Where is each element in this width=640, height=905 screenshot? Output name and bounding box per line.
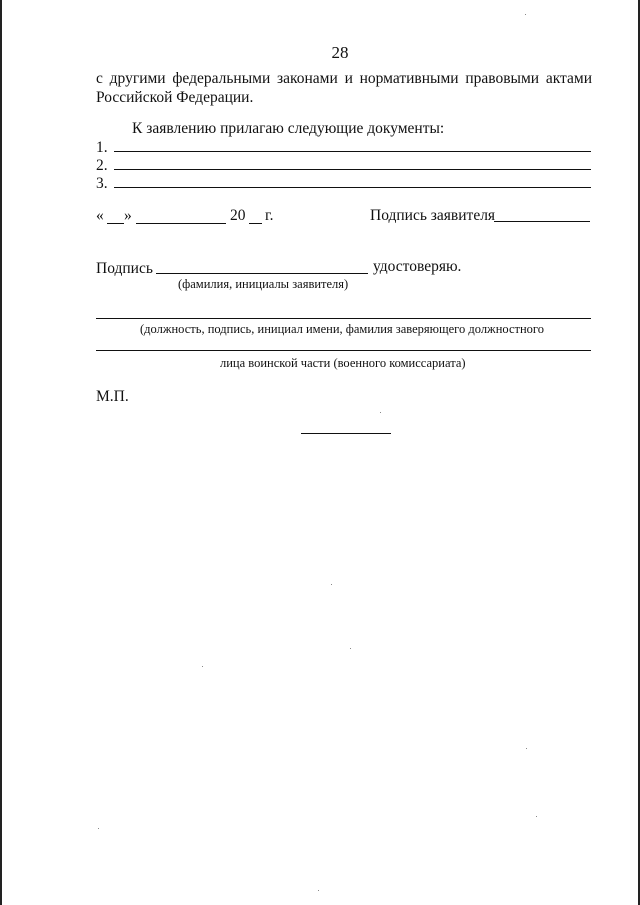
- scan-speck: [98, 828, 99, 829]
- certification-signature-word: Подпись: [96, 260, 153, 277]
- certification-name-line[interactable]: [156, 273, 368, 274]
- attachment-line-3[interactable]: [114, 187, 591, 188]
- date-month-line[interactable]: [136, 223, 226, 224]
- intro-word: актами: [545, 70, 592, 87]
- intro-word: законами: [277, 70, 338, 87]
- page-number: 28: [331, 43, 349, 62]
- scan-speck: [331, 584, 332, 585]
- applicant-signature-label: Подпись заявителя: [370, 207, 496, 224]
- intro-word: и: [344, 70, 353, 87]
- date-day-line[interactable]: [107, 223, 124, 224]
- date-year-prefix: 20: [230, 207, 246, 224]
- intro-word: с: [96, 70, 103, 87]
- scan-edge-left: [0, 0, 2, 905]
- date-quote-close: »: [124, 207, 132, 224]
- intro-word: другими: [109, 70, 166, 87]
- scan-speck: [525, 14, 526, 15]
- scan-speck: [318, 890, 319, 891]
- date-year-line[interactable]: [249, 223, 262, 224]
- applicant-signature-line[interactable]: [494, 221, 590, 222]
- attachment-line-2[interactable]: [114, 169, 591, 170]
- attachment-number-1: 1.: [96, 139, 108, 156]
- official-line-2[interactable]: [96, 350, 591, 351]
- attachment-line-1[interactable]: [114, 151, 591, 152]
- closing-separator: [301, 433, 391, 434]
- official-caption-line2: лица воинской части (военного комиссариата): [220, 356, 466, 370]
- certification-certify-word: удостоверяю.: [373, 258, 462, 275]
- date-quote-open: «: [96, 207, 104, 224]
- scan-speck: [202, 666, 203, 667]
- intro-paragraph-line2: Российской Федерации.: [96, 89, 254, 106]
- official-caption-line1: (должность, подпись, инициал имени, фамилия заверяющего должностного: [140, 322, 544, 336]
- attachment-number-3: 3.: [96, 175, 108, 192]
- scan-speck: [350, 648, 351, 649]
- intro-word: правовыми: [465, 70, 540, 87]
- scan-speck: [380, 412, 381, 413]
- scan-speck: [526, 748, 527, 749]
- intro-word: федеральными: [172, 70, 271, 87]
- date-year-suffix: г.: [265, 207, 274, 224]
- attachments-heading: К заявлению прилагаю следующие документы:: [132, 120, 445, 137]
- intro-paragraph-line1: [96, 70, 592, 88]
- official-line-1[interactable]: [96, 318, 591, 319]
- attachment-number-2: 2.: [96, 157, 108, 174]
- stamp-place-label: М.П.: [96, 388, 129, 405]
- intro-word: нормативными: [359, 70, 459, 87]
- scan-speck: [536, 816, 537, 817]
- certification-name-caption: (фамилия, инициалы заявителя): [178, 277, 349, 291]
